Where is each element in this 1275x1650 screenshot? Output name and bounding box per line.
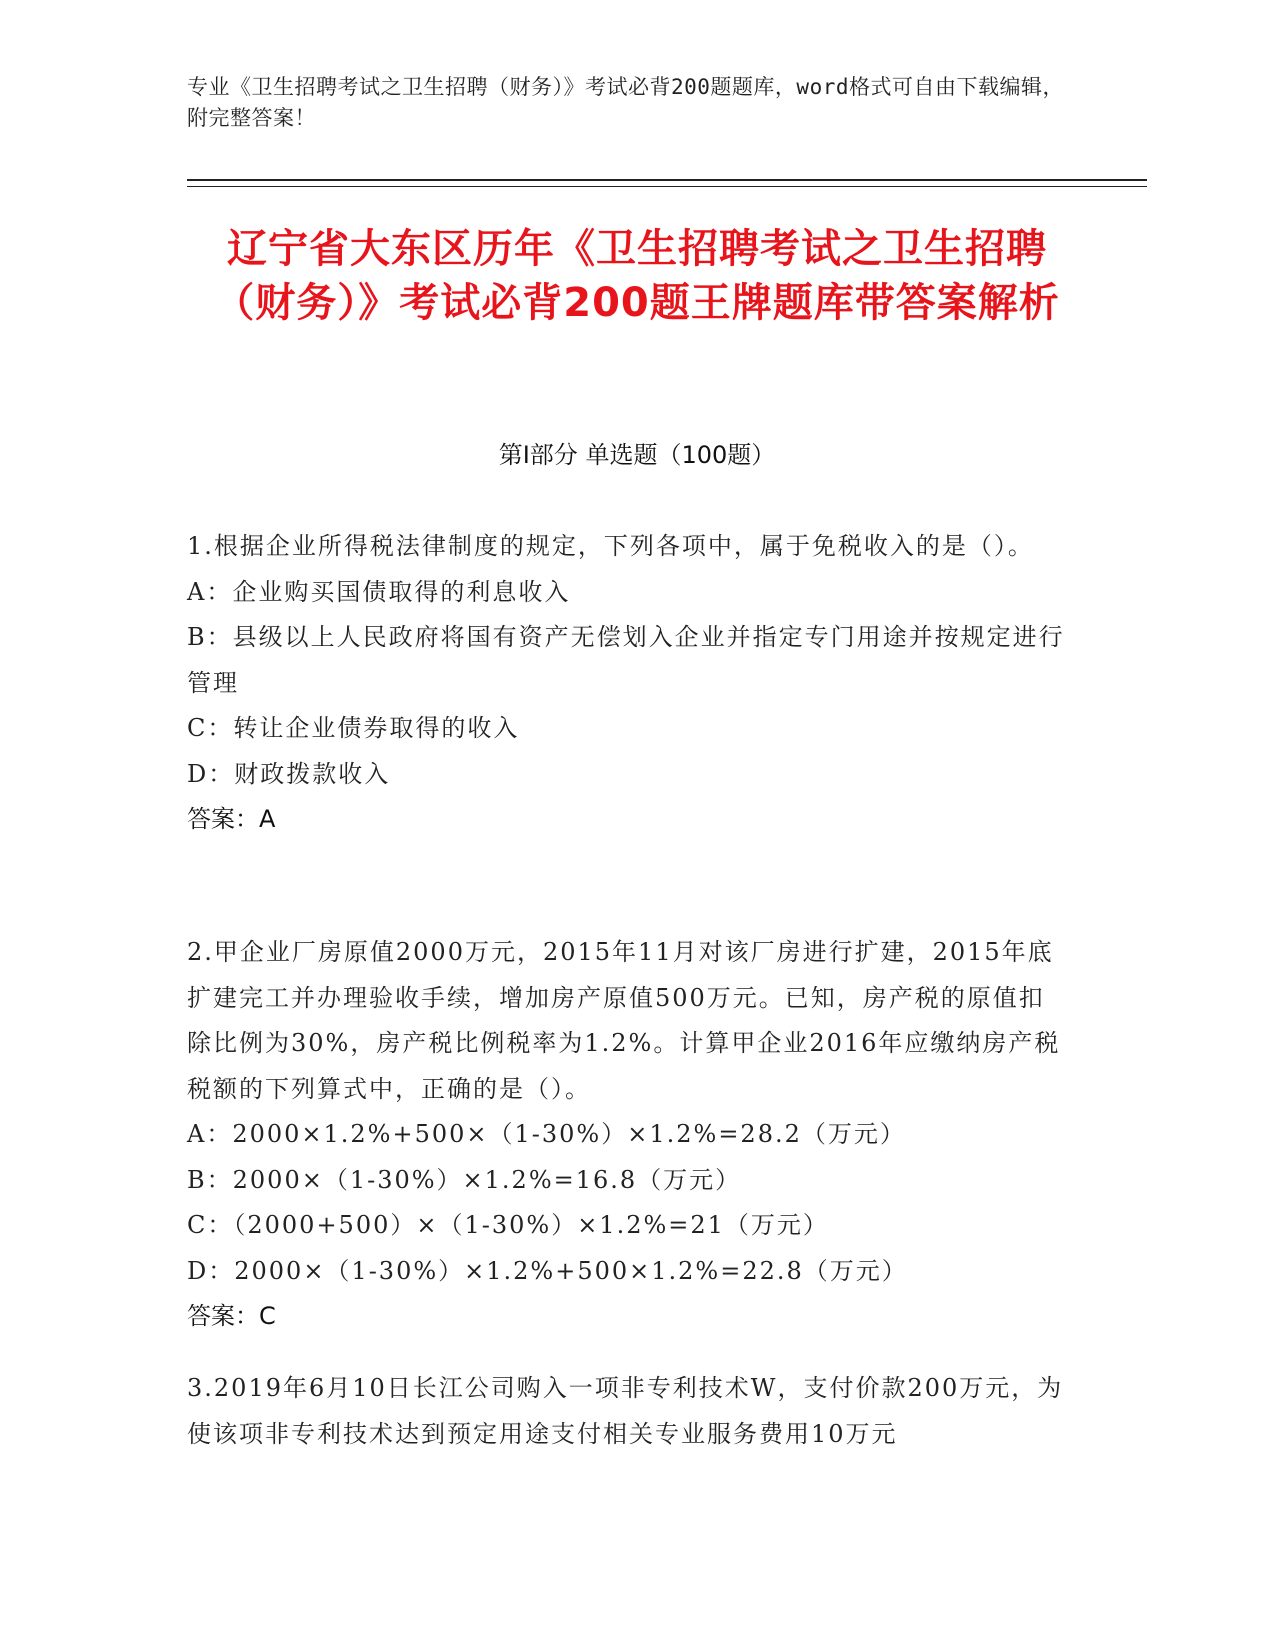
question-text: 3.2019年6月10日长江公司购入一项非专利技术W，支付价款200万元，为使该项非专利技术达到预定用途支付相关专业服务费用10万元 [187, 1374, 1064, 1448]
answer: 答案：A [187, 805, 276, 833]
option-b: B：县级以上人民政府将国有资产无偿划入企业并指定专门用途并按规定进行管理 [187, 623, 1065, 697]
question-text: 2.甲企业厂房原值2000万元，2015年11月对该厂房进行扩建，2015年底扩建完工并办理验收手续，增加房产原值500万元。已知，房产税的原值扣除比例为30%，房产税比例税率为1.2%。计算甲企业2016年应缴纳房产税税额的下列算式中，正确的是（）。 [187, 938, 1061, 1103]
section-title: 第Ⅰ部分 单选题（100题） [498, 441, 776, 469]
option-c: C：（2000+500）×（1-30%）×1.2%=21（万元） [187, 1211, 829, 1239]
option-b: B：2000×（1-30%）×1.2%=16.8（万元） [187, 1165, 742, 1194]
header-divider-thick [187, 179, 1147, 181]
option-c: C：转让企业债券取得的收入 [187, 714, 520, 742]
option-d: D：2000×（1-30%）×1.2%+500×1.2%=22.8（万元） [187, 1256, 908, 1285]
header-divider-thin [187, 186, 1147, 187]
option-d: D：财政拨款收入 [187, 759, 391, 788]
header-note: 专业《卫生招聘考试之卫生招聘（财务）》考试必背200题题库，word格式可自由下载编辑，附完整答案！ [187, 75, 1064, 130]
answer: 答案：C [187, 1302, 276, 1330]
option-a: A：企业购买国债取得的利息收入 [187, 577, 571, 606]
question-text: 1.根据企业所得税法律制度的规定，下列各项中，属于免税收入的是（）。 [187, 532, 1034, 560]
document-title: 辽宁省大东区历年《卫生招聘考试之卫生招聘（财务）》考试必背200题王牌题库带答案解析 [214, 226, 1060, 326]
question-1 [187, 524, 1067, 843]
question-3 [187, 1366, 1067, 1457]
option-a: A：2000×1.2%+500×（1-30%）×1.2%=28.2（万元） [187, 1120, 906, 1148]
question-2 [187, 930, 1067, 1340]
